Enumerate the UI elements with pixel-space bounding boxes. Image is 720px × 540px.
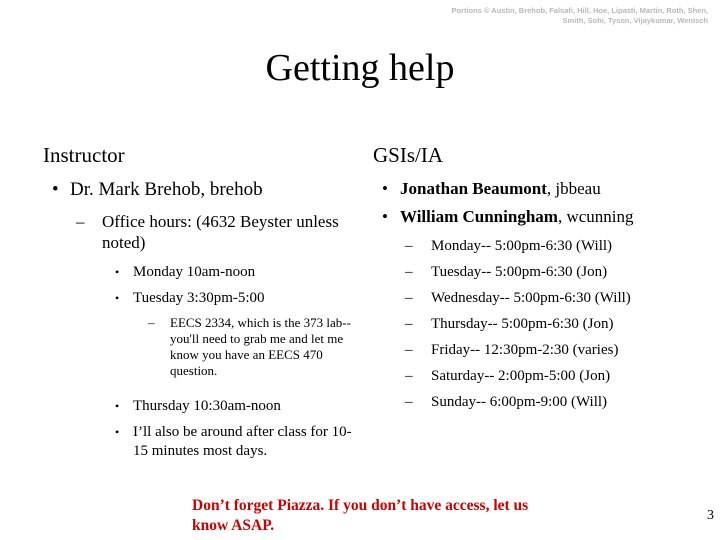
piazza-note: Don’t forget Piazza. If you don’t have access, let us know ASAP. — [192, 497, 529, 534]
gsi-person — [382, 178, 601, 199]
dash-icon: – — [405, 368, 413, 384]
gsi-hours-item — [405, 337, 631, 363]
bullet-icon: • — [382, 207, 388, 226]
location-note — [148, 315, 360, 379]
office-hours — [76, 211, 342, 253]
gsi-name: William Cunningham — [400, 207, 558, 226]
gsi-hours-text: Monday-- 5:00pm-6:30 (Will) — [431, 238, 613, 254]
bullet-icon: • — [115, 425, 120, 439]
gsi-hours-item — [405, 233, 631, 259]
time-thursday — [115, 397, 353, 416]
slide-title: Getting help — [265, 47, 455, 89]
gsi-hours-text: Tuesday-- 5:00pm-6:30 (Jon) — [431, 264, 608, 280]
dash-icon: – — [405, 342, 413, 358]
time-tuesday — [115, 289, 353, 308]
bullet-icon: • — [52, 179, 59, 200]
gsi-id: , jbbeau — [546, 179, 601, 198]
bullet-icon: • — [115, 265, 120, 279]
gsi-hours-item — [405, 363, 631, 389]
dash-icon: – — [405, 264, 413, 280]
gsi-person — [382, 206, 634, 227]
instructor-name — [52, 178, 350, 201]
instructor-heading: Instructor — [43, 143, 125, 167]
dash-icon: – — [148, 315, 155, 330]
location-note-text: EECS 2334, which is the 373 lab--you'll need to grab me and let me know you have an EECS 470 question. — [170, 315, 351, 378]
gsi-hours-text: Wednesday-- 5:00pm-6:30 (Will) — [431, 290, 631, 306]
gsi-hours-text: Sunday-- 6:00pm-9:00 (Will) — [431, 394, 608, 410]
gsi-hours-text: Thursday-- 5:00pm-6:30 (Jon) — [431, 316, 614, 332]
instructor-name-text: Dr. Mark Brehob, brehob — [70, 179, 263, 200]
office-hours-text: Office hours: (4632 Beyster unless noted) — [102, 212, 339, 252]
dash-icon: – — [405, 394, 413, 410]
dash-icon: – — [405, 316, 413, 332]
credits-text: Portions © Austin, Brehob, Falsafi, Hill, Hoe, Lipasti, Martin, Roth, Shen, Smith, Sohi, Tyson, Vijaykumar, Wenisch — [451, 6, 708, 25]
gsi-hours-item — [405, 311, 631, 337]
after-class — [115, 423, 353, 461]
dash-icon: – — [405, 238, 413, 254]
dash-icon: – — [76, 212, 85, 231]
page-number: 3 — [707, 508, 714, 523]
gsi-name: Jonathan Beaumont — [400, 179, 547, 198]
bullet-icon: • — [115, 399, 120, 413]
bullet-icon: • — [382, 179, 388, 198]
gsi-hours-item — [405, 285, 631, 311]
gsi-hours-item — [405, 389, 631, 415]
time-thursday-text: Thursday 10:30am-noon — [133, 398, 281, 414]
gsi-hours-item — [405, 259, 631, 285]
gsi-heading: GSIs/IA — [373, 143, 444, 167]
gsi-hours-text: Friday-- 12:30pm-2:30 (varies) — [431, 342, 619, 358]
time-monday — [115, 263, 353, 282]
time-monday-text: Monday 10am-noon — [133, 264, 256, 280]
after-class-text: I’ll also be around after class for 10-15 minutes most days. — [133, 424, 352, 459]
gsi-hours-list — [405, 233, 631, 415]
dash-icon: – — [405, 290, 413, 306]
gsi-hours-text: Saturday-- 2:00pm-5:00 (Jon) — [431, 368, 611, 384]
gsi-id: , wcunning — [557, 207, 634, 226]
time-tuesday-text: Tuesday 3:30pm-5:00 — [133, 290, 265, 306]
bullet-icon: • — [115, 291, 120, 305]
